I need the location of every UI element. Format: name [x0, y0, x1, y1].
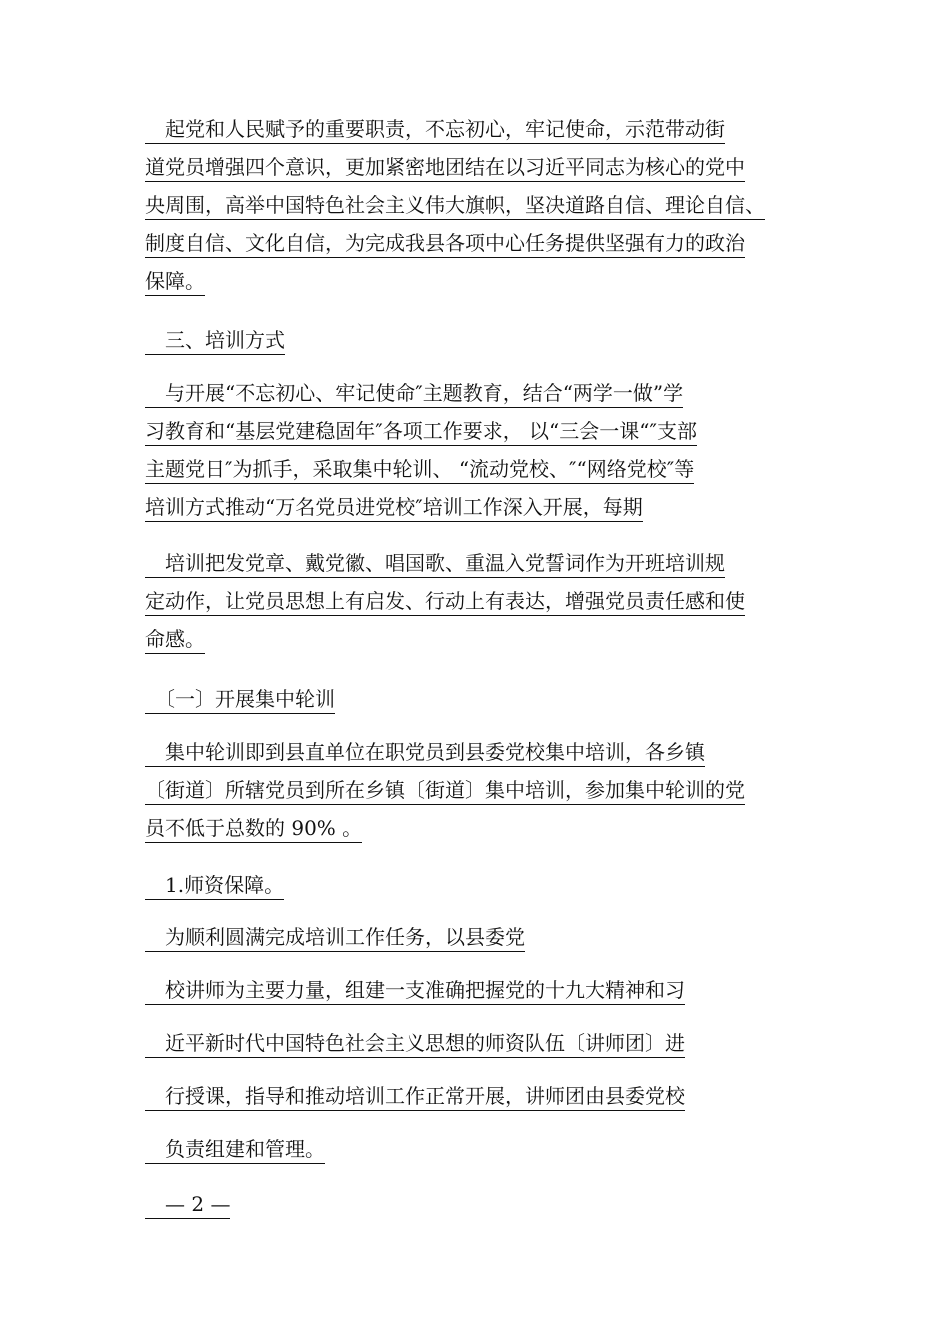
text-line: 与开展“不忘初心、牢记使命″主题教育，结合“两学一做”学: [145, 374, 825, 412]
text-line: 三、培训方式: [145, 321, 825, 359]
text-line: 央周围，高举中国特色社会主义伟大旗帜，坚决道路自信、理论自信、: [145, 186, 825, 224]
paragraph-opening-ritual: [145, 544, 825, 658]
text-line: 主题党日″为抓手，采取集中轮训、 “流动党校、″“网络党校″等: [145, 450, 825, 488]
text-line: 负责组建和管理。: [145, 1130, 825, 1168]
text-line: 定动作，让党员思想上有启发、行动上有表达，增强党员责任感和使: [145, 582, 825, 620]
text-line: 道党员增强四个意识，更加紧密地团结在以习近平同志为核心的党中: [145, 148, 825, 186]
text-line: 〔街道〕所辖党员到所在乡镇〔街道〕集中培训，参加集中轮训的党: [145, 771, 825, 809]
text-line: 保障。: [145, 262, 825, 300]
text-line: 集中轮训即到县直单位在职党员到县委党校集中培训，各乡镇: [145, 733, 825, 771]
text-line: 为顺利圆满完成培训工作任务，以县委党: [145, 918, 825, 956]
subheading-faculty: [145, 866, 825, 904]
subheading-centralized-training: [145, 680, 825, 718]
page-number: [145, 1185, 825, 1223]
text-line: 命感。: [145, 620, 825, 658]
text-line: 起党和人民赋予的重要职责，不忘初心，牢记使命，示范带动街: [145, 110, 825, 148]
text-line: 〔一〕开展集中轮训: [145, 680, 825, 718]
paragraph-faculty-1: [145, 918, 825, 956]
paragraph-duty: [145, 110, 825, 300]
text-line: 制度自信、文化自信，为完成我县各项中心任务提供坚强有力的政治: [145, 224, 825, 262]
text-line: 员不低于总数的 90% 。: [145, 809, 825, 847]
paragraph-faculty-3: [145, 1024, 825, 1062]
paragraph-centralized-training: [145, 733, 825, 847]
text-line: 培训把发党章、戴党徽、唱国歌、重温入党誓词作为开班培训规: [145, 544, 825, 582]
section-heading-training-method: [145, 321, 825, 359]
paragraph-faculty-4: [145, 1077, 825, 1115]
paragraph-faculty-2: [145, 971, 825, 1009]
paragraph-training-approach: [145, 374, 825, 526]
text-line: 习教育和“基层党建稳固年″各项工作要求， 以“三会一课“″支部: [145, 412, 825, 450]
paragraph-faculty-5: [145, 1130, 825, 1168]
text-line: 行授课，指导和推动培训工作正常开展，讲师团由县委党校: [145, 1077, 825, 1115]
text-line: — 2 —: [145, 1185, 825, 1223]
text-line: 校讲师为主要力量，组建一支准确把握党的十九大精神和习: [145, 971, 825, 1009]
text-line: 近平新时代中国特色社会主义思想的师资队伍〔讲师团〕进: [145, 1024, 825, 1062]
text-line: 1.师资保障。: [145, 866, 825, 904]
text-line: 培训方式推动“万名党员进党校″培训工作深入开展，每期: [145, 488, 825, 526]
